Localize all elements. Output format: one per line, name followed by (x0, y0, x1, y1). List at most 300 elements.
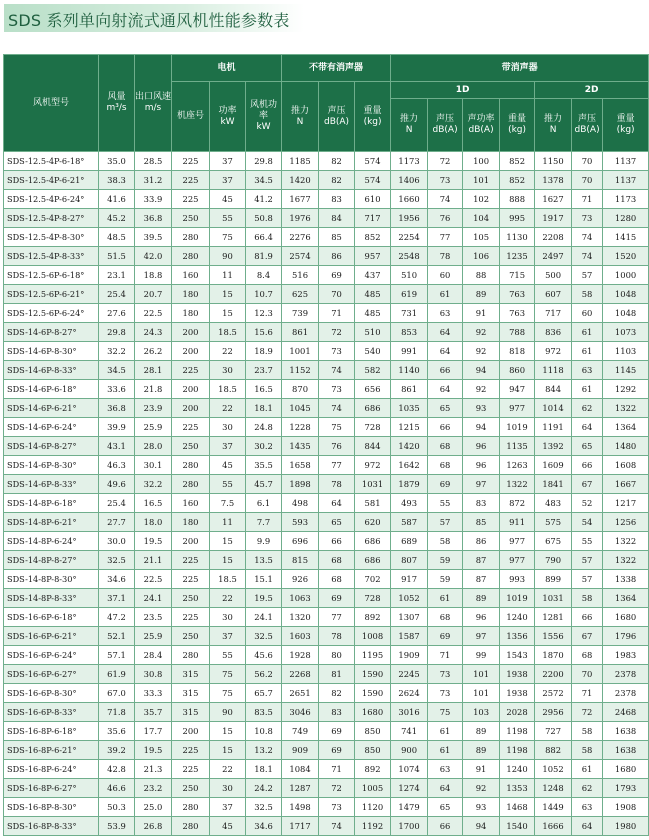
value-cell: 911 (500, 513, 535, 532)
value-cell: 1140 (391, 361, 428, 380)
header-airflow: 风量 m³/s (99, 55, 135, 152)
value-cell: 1280 (603, 209, 649, 228)
value-cell: 1137 (603, 171, 649, 190)
value-cell: 73 (428, 684, 463, 703)
value-cell: 82 (319, 171, 355, 190)
value-cell: 1001 (282, 342, 319, 361)
value-cell: 87 (463, 551, 500, 570)
value-cell: 33.3 (135, 684, 172, 703)
header-model: 风机型号 (4, 55, 99, 152)
value-cell: 46.3 (99, 456, 135, 475)
table-row (4, 418, 649, 437)
value-cell: 926 (282, 570, 319, 589)
value-cell: 1228 (282, 418, 319, 437)
value-cell: 686 (355, 399, 391, 418)
value-cell: 35.0 (99, 152, 135, 171)
value-cell: 56.2 (246, 665, 282, 684)
value-cell: 15.6 (246, 323, 282, 342)
value-cell: 1217 (603, 494, 649, 513)
value-cell: 717 (535, 304, 572, 323)
model-cell: SDS-12.5-4P-6-21° (4, 171, 99, 190)
value-cell: 715 (500, 266, 535, 285)
value-cell: 23.1 (99, 266, 135, 285)
value-cell: 15 (210, 722, 246, 741)
value-cell: 37 (210, 437, 246, 456)
value-cell: 50.8 (246, 209, 282, 228)
value-cell: 72 (428, 152, 463, 171)
value-cell: 72 (319, 323, 355, 342)
value-cell: 69 (428, 475, 463, 494)
value-cell: 1035 (391, 399, 428, 418)
value-cell: 69 (428, 627, 463, 646)
value-cell: 67 (572, 627, 603, 646)
value-cell: 83.5 (246, 703, 282, 722)
table-row (4, 380, 649, 399)
value-cell: 1048 (603, 285, 649, 304)
value-cell: 1014 (535, 399, 572, 418)
value-cell: 280 (172, 646, 210, 665)
value-cell: 2624 (391, 684, 428, 703)
value-cell: 1980 (603, 817, 649, 836)
value-cell: 74 (572, 247, 603, 266)
value-cell: 75 (428, 703, 463, 722)
value-cell: 83 (463, 494, 500, 513)
value-cell: 225 (172, 608, 210, 627)
value-cell: 29.8 (246, 152, 282, 171)
value-cell: 18.1 (246, 399, 282, 418)
value-cell: 63 (428, 304, 463, 323)
value-cell: 1019 (500, 418, 535, 437)
value-cell: 85 (463, 513, 500, 532)
model-cell: SDS-14-8P-8-33° (4, 589, 99, 608)
value-cell: 24.3 (135, 323, 172, 342)
value-cell: 76 (428, 209, 463, 228)
value-cell: 1938 (500, 665, 535, 684)
value-cell: 1909 (391, 646, 428, 665)
value-cell: 689 (391, 532, 428, 551)
value-cell: 1627 (535, 190, 572, 209)
value-cell: 65 (319, 513, 355, 532)
value-cell: 1908 (603, 798, 649, 817)
value-cell: 27.7 (99, 513, 135, 532)
value-cell: 70 (572, 665, 603, 684)
value-cell: 64 (572, 817, 603, 836)
value-cell: 69 (319, 722, 355, 741)
value-cell: 23.7 (246, 361, 282, 380)
model-cell: SDS-12.5-6P-6-24° (4, 304, 99, 323)
table-row (4, 665, 649, 684)
value-cell: 888 (500, 190, 535, 209)
value-cell: 1274 (391, 779, 428, 798)
value-cell: 815 (282, 551, 319, 570)
value-cell: 58 (572, 589, 603, 608)
value-cell: 1667 (603, 475, 649, 494)
value-cell: 860 (500, 361, 535, 380)
value-cell: 15 (210, 304, 246, 323)
value-cell: 280 (172, 817, 210, 836)
header-1d-sound-pressure: 声压 dB(A) (428, 99, 463, 152)
value-cell: 66 (572, 456, 603, 475)
value-cell: 280 (172, 247, 210, 266)
value-cell: 18.0 (135, 513, 172, 532)
value-cell: 60 (428, 266, 463, 285)
value-cell: 58 (572, 741, 603, 760)
model-cell: SDS-14-6P-8-30° (4, 456, 99, 475)
value-cell: 3046 (282, 703, 319, 722)
model-cell: SDS-14-6P-8-30° (4, 342, 99, 361)
value-cell: 1717 (282, 817, 319, 836)
value-cell: 17.7 (135, 722, 172, 741)
value-cell: 97 (463, 475, 500, 494)
value-cell: 94 (463, 418, 500, 437)
value-cell: 39.9 (99, 418, 135, 437)
value-cell: 1520 (603, 247, 649, 266)
value-cell: 1215 (391, 418, 428, 437)
value-cell: 10.7 (246, 285, 282, 304)
value-cell: 63 (572, 361, 603, 380)
value-cell: 18.1 (246, 760, 282, 779)
value-cell: 250 (172, 437, 210, 456)
value-cell: 93 (463, 399, 500, 418)
value-cell: 850 (355, 741, 391, 760)
value-cell: 587 (391, 513, 428, 532)
value-cell: 200 (172, 722, 210, 741)
value-cell: 61 (428, 722, 463, 741)
value-cell: 1468 (500, 798, 535, 817)
table-row (4, 494, 649, 513)
value-cell: 19.5 (135, 532, 172, 551)
value-cell: 200 (172, 532, 210, 551)
value-cell: 45 (210, 817, 246, 836)
model-cell: SDS-14-8P-6-21° (4, 513, 99, 532)
value-cell: 64 (428, 342, 463, 361)
value-cell: 61 (428, 589, 463, 608)
value-cell: 19.5 (246, 589, 282, 608)
value-cell: 225 (172, 418, 210, 437)
value-cell: 1103 (603, 342, 649, 361)
value-cell: 7.7 (246, 513, 282, 532)
table-row (4, 304, 649, 323)
value-cell: 1587 (391, 627, 428, 646)
value-cell: 42.0 (135, 247, 172, 266)
value-cell: 882 (535, 741, 572, 760)
model-cell: SDS-12.5-6P-6-18° (4, 266, 99, 285)
value-cell: 2468 (603, 703, 649, 722)
value-cell: 1976 (282, 209, 319, 228)
value-cell: 1307 (391, 608, 428, 627)
value-cell: 280 (172, 456, 210, 475)
value-cell: 1248 (535, 779, 572, 798)
value-cell: 656 (355, 380, 391, 399)
value-cell: 37.1 (99, 589, 135, 608)
value-cell: 82 (319, 684, 355, 703)
value-cell: 77 (319, 608, 355, 627)
value-cell: 78 (319, 475, 355, 494)
value-cell: 28.5 (135, 152, 172, 171)
value-cell: 67.0 (99, 684, 135, 703)
value-cell: 6.1 (246, 494, 282, 513)
value-cell: 22.5 (135, 304, 172, 323)
value-cell: 1052 (535, 760, 572, 779)
value-cell: 58 (572, 285, 603, 304)
value-cell: 65 (572, 437, 603, 456)
value-cell: 696 (282, 532, 319, 551)
value-cell: 1173 (603, 190, 649, 209)
value-cell: 574 (355, 171, 391, 190)
value-cell: 581 (355, 494, 391, 513)
header-1d-sound-power: 声功率 dB(A) (463, 99, 500, 152)
value-cell: 30 (210, 418, 246, 437)
value-cell: 100 (463, 152, 500, 171)
value-cell: 89 (463, 741, 500, 760)
value-cell: 225 (172, 152, 210, 171)
value-cell: 91 (463, 760, 500, 779)
value-cell: 23.9 (135, 399, 172, 418)
value-cell: 61 (572, 342, 603, 361)
model-cell: SDS-16-8P-6-27° (4, 779, 99, 798)
value-cell: 1870 (535, 646, 572, 665)
value-cell: 1287 (282, 779, 319, 798)
value-cell: 1130 (500, 228, 535, 247)
value-cell: 75 (319, 418, 355, 437)
value-cell: 55 (210, 646, 246, 665)
value-cell: 686 (355, 532, 391, 551)
table-row (4, 703, 649, 722)
value-cell: 1281 (535, 608, 572, 627)
value-cell: 1263 (500, 456, 535, 475)
value-cell: 892 (355, 760, 391, 779)
value-cell: 1956 (391, 209, 428, 228)
value-cell: 727 (535, 722, 572, 741)
value-cell: 3016 (391, 703, 428, 722)
value-cell: 250 (172, 589, 210, 608)
value-cell: 64 (572, 418, 603, 437)
value-cell: 96 (463, 437, 500, 456)
value-cell: 25.9 (135, 418, 172, 437)
value-cell: 61 (428, 285, 463, 304)
value-cell: 500 (535, 266, 572, 285)
value-cell: 70 (319, 285, 355, 304)
value-cell: 1338 (603, 570, 649, 589)
value-cell: 225 (172, 760, 210, 779)
value-cell: 32.2 (99, 342, 135, 361)
model-cell: SDS-12.5-6P-6-21° (4, 285, 99, 304)
value-cell: 1796 (603, 627, 649, 646)
table-row (4, 228, 649, 247)
value-cell: 1700 (391, 817, 428, 836)
value-cell: 22.5 (135, 570, 172, 589)
header-outlet-speed: 出口风速 m/s (135, 55, 172, 152)
header-no-silencer-group: 不带有消声器 (282, 55, 391, 82)
value-cell: 1192 (355, 817, 391, 836)
value-cell: 582 (355, 361, 391, 380)
value-cell: 33.9 (135, 190, 172, 209)
value-cell: 46.6 (99, 779, 135, 798)
value-cell: 61 (572, 323, 603, 342)
value-cell: 104 (463, 209, 500, 228)
value-cell: 62 (572, 399, 603, 418)
value-cell: 69 (319, 589, 355, 608)
model-cell: SDS-14-8P-6-18° (4, 494, 99, 513)
value-cell: 25.0 (135, 798, 172, 817)
value-cell: 1135 (500, 437, 535, 456)
model-cell: SDS-14-6P-6-18° (4, 380, 99, 399)
value-cell: 315 (172, 703, 210, 722)
value-cell: 180 (172, 304, 210, 323)
value-cell: 39.5 (135, 228, 172, 247)
value-cell: 947 (500, 380, 535, 399)
value-cell: 80 (319, 646, 355, 665)
value-cell: 32.2 (135, 475, 172, 494)
value-cell: 23.2 (135, 779, 172, 798)
model-cell: SDS-16-8P-8-30° (4, 798, 99, 817)
table-row (4, 513, 649, 532)
value-cell: 1256 (603, 513, 649, 532)
value-cell: 55 (572, 532, 603, 551)
value-cell: 68 (428, 456, 463, 475)
value-cell: 68 (572, 646, 603, 665)
value-cell: 2548 (391, 247, 428, 266)
value-cell: 15.1 (246, 570, 282, 589)
value-cell: 1898 (282, 475, 319, 494)
value-cell: 83 (319, 703, 355, 722)
value-cell: 510 (355, 323, 391, 342)
model-cell: SDS-16-6P-6-27° (4, 665, 99, 684)
value-cell: 16.5 (246, 380, 282, 399)
value-cell: 22 (210, 399, 246, 418)
value-cell: 24.1 (135, 589, 172, 608)
value-cell: 57.1 (99, 646, 135, 665)
value-cell: 1841 (535, 475, 572, 494)
value-cell: 30 (210, 608, 246, 627)
value-cell: 1322 (603, 532, 649, 551)
value-cell: 62 (572, 779, 603, 798)
header-2d-sound-pressure: 声压 dB(A) (572, 99, 603, 152)
table-row (4, 684, 649, 703)
value-cell: 94 (463, 817, 500, 836)
value-cell: 61 (572, 760, 603, 779)
model-cell: SDS-16-8P-6-18° (4, 722, 99, 741)
value-cell: 485 (355, 285, 391, 304)
value-cell: 30.1 (135, 456, 172, 475)
value-cell: 160 (172, 494, 210, 513)
value-cell: 26.8 (135, 817, 172, 836)
value-cell: 1322 (603, 399, 649, 418)
value-cell: 993 (500, 570, 535, 589)
value-cell: 900 (391, 741, 428, 760)
header-silencer-1d: 1D (391, 82, 535, 99)
value-cell: 850 (355, 722, 391, 741)
value-cell: 1063 (282, 589, 319, 608)
value-cell: 57 (428, 513, 463, 532)
value-cell: 2268 (282, 665, 319, 684)
value-cell: 28.1 (135, 361, 172, 380)
value-cell: 861 (391, 380, 428, 399)
value-cell: 41.6 (99, 190, 135, 209)
value-cell: 45.6 (246, 646, 282, 665)
value-cell: 18.8 (135, 266, 172, 285)
value-cell: 37 (210, 171, 246, 190)
model-cell: SDS-14-8P-8-30° (4, 570, 99, 589)
value-cell: 22 (210, 589, 246, 608)
value-cell: 1150 (535, 152, 572, 171)
value-cell: 2956 (535, 703, 572, 722)
value-cell: 59 (428, 570, 463, 589)
value-cell: 1145 (603, 361, 649, 380)
value-cell: 52.1 (99, 627, 135, 646)
value-cell: 749 (282, 722, 319, 741)
model-cell: SDS-14-8P-8-27° (4, 551, 99, 570)
value-cell: 88 (463, 266, 500, 285)
value-cell: 77 (428, 228, 463, 247)
value-cell: 30 (210, 779, 246, 798)
value-cell: 27.6 (99, 304, 135, 323)
value-cell: 71 (572, 190, 603, 209)
value-cell: 2651 (282, 684, 319, 703)
value-cell: 53.9 (99, 817, 135, 836)
table-row (4, 570, 649, 589)
value-cell: 280 (172, 798, 210, 817)
value-cell: 1198 (500, 741, 535, 760)
value-cell: 872 (500, 494, 535, 513)
model-cell: SDS-16-8P-6-24° (4, 760, 99, 779)
value-cell: 1540 (500, 817, 535, 836)
value-cell: 51.5 (99, 247, 135, 266)
value-cell: 1498 (282, 798, 319, 817)
value-cell: 280 (172, 228, 210, 247)
value-cell: 64 (428, 323, 463, 342)
model-cell: SDS-14-6P-8-27° (4, 323, 99, 342)
value-cell: 99 (463, 646, 500, 665)
value-cell: 610 (355, 190, 391, 209)
value-cell: 68 (428, 608, 463, 627)
value-cell: 92 (463, 323, 500, 342)
value-cell: 225 (172, 190, 210, 209)
value-cell: 763 (500, 304, 535, 323)
value-cell: 485 (355, 304, 391, 323)
value-cell: 66 (428, 361, 463, 380)
table-row (4, 722, 649, 741)
value-cell: 1364 (603, 418, 649, 437)
value-cell: 61 (428, 741, 463, 760)
value-cell: 25.4 (99, 494, 135, 513)
value-cell: 73 (319, 380, 355, 399)
value-cell: 101 (463, 684, 500, 703)
value-cell: 66.4 (246, 228, 282, 247)
value-cell: 84 (319, 209, 355, 228)
value-cell: 1638 (603, 741, 649, 760)
value-cell: 69 (319, 266, 355, 285)
value-cell: 1449 (535, 798, 572, 817)
value-cell: 1556 (535, 627, 572, 646)
value-cell: 510 (391, 266, 428, 285)
value-cell: 50.3 (99, 798, 135, 817)
value-cell: 75 (210, 228, 246, 247)
value-cell: 25.9 (135, 627, 172, 646)
value-cell: 30.8 (135, 665, 172, 684)
value-cell: 71 (319, 760, 355, 779)
value-cell: 20.7 (135, 285, 172, 304)
value-cell: 66 (572, 608, 603, 627)
value-cell: 25.4 (99, 285, 135, 304)
value-cell: 1084 (282, 760, 319, 779)
table-row (4, 361, 649, 380)
model-cell: SDS-14-6P-8-33° (4, 361, 99, 380)
value-cell: 225 (172, 171, 210, 190)
value-cell: 92 (463, 342, 500, 361)
value-cell: 43.1 (99, 437, 135, 456)
value-cell: 70 (572, 171, 603, 190)
